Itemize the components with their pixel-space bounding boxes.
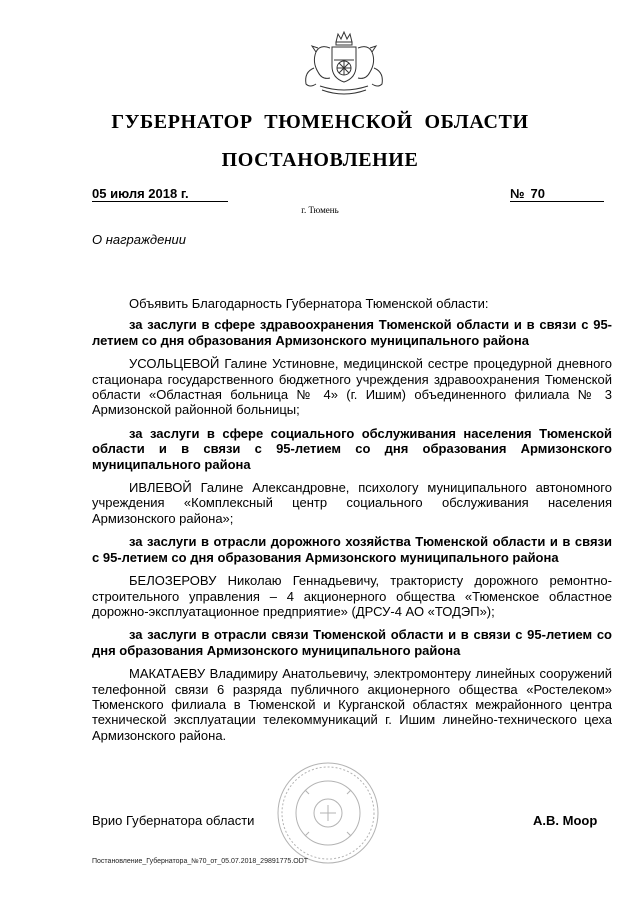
coat-of-arms-icon — [296, 28, 392, 96]
award-merit: за заслуги в отрасли дорожного хозяйства Тюменской области и в связи с 95-летием со дня образования Армизонского муниципального района — [92, 534, 612, 565]
number-label: № — [510, 186, 525, 201]
award-merit: за заслуги в сфере социального обслуживания населения Тюменской области и в связи с 95-летием со дня образования Армизонского муниципального района — [92, 425, 612, 472]
signer-position: Врио Губернатора области — [92, 813, 255, 828]
award-recipient: ИВЛЕВОЙ Галине Александровне, психологу муниципального автономного учреждения «Комплексный центр социального обслуживания населения Армизонского района»; — [92, 480, 612, 526]
document-subject: О награждении — [92, 232, 186, 247]
document-number: 70 — [530, 186, 545, 201]
issuer-title: ГУБЕРНАТОР ТЮМЕНСКОЙ ОБЛАСТИ — [111, 111, 529, 133]
award-recipient: УСОЛЬЦЕВОЙ Галине Устиновне, медицинской сестре процедурной дневного стационара государственного бюджетного учреждения здравоохранения Тюменской области «Областная больница № 4» (г. Ишим) объединенного филиала № 3 Армизонской районной больницы; — [92, 356, 612, 418]
award-merit: за заслуги в сфере здравоохранения Тюменской области и в связи с 95-летием со дня образования Армизонского муниципального района — [92, 317, 612, 348]
document-type: ПОСТАНОВЛЕНИЕ — [221, 149, 419, 171]
award-recipient: БЕЛОЗЕРОВУ Николаю Геннадьевичу, трактористу дорожного ремонтно-строительного управления – 4 акционерного общества «Тюменское областное дорожно-эксплуатационное предприятие» (ДРСУ-4 АО «ТОДЭП»); — [92, 573, 612, 619]
official-seal-icon — [275, 760, 381, 866]
signer-name: А.В. Моор — [533, 813, 598, 828]
document-number-field — [510, 186, 604, 202]
footer-filename: Постановление_Губернатора_№70_от_05.07.2018_29891775.ODT — [92, 858, 309, 865]
intro-paragraph: Объявить Благодарность Губернатора Тюменской области: — [129, 296, 489, 311]
document-body — [92, 296, 612, 751]
award-merit: за заслуги в отрасли связи Тюменской области и в связи с 95-летием со дня образования Армизонского муниципального района — [92, 627, 612, 658]
document-date: 05 июля 2018 г. — [92, 186, 228, 202]
document-city: г. Тюмень — [301, 205, 339, 215]
award-recipient: МАКАТАЕВУ Владимиру Анатольевичу, электромонтеру линейных сооружений телефонной связи 6 разряда публичного акционерного общества «Ростелеком» Тюменского филиала в Тюменской и Курганской областях межрайонного центра технической эксплуатации телекоммуникаций г. Ишим линейно-технического цеха Армизонского района. — [92, 666, 612, 743]
